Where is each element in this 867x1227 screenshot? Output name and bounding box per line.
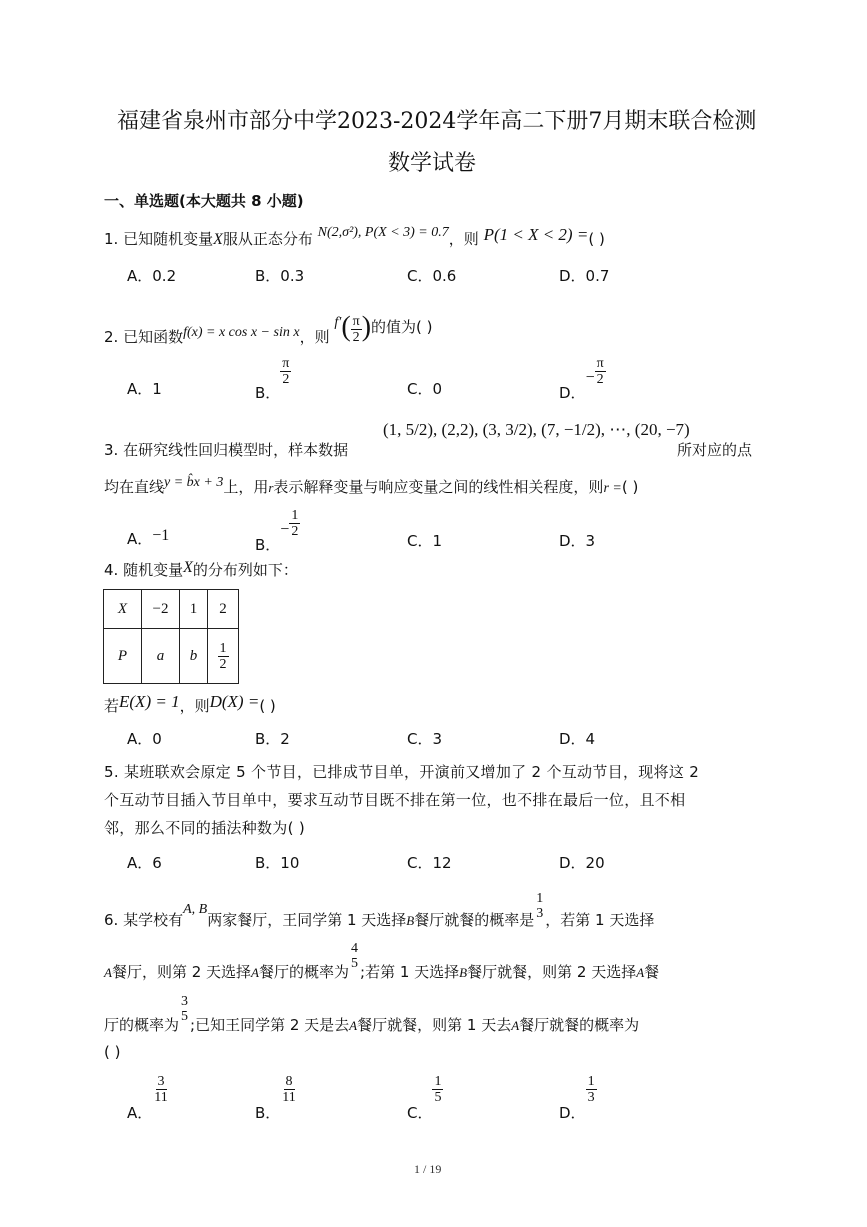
q6-option-b-frac: $\frac{8}{11}$ (282, 1074, 296, 1105)
q1-mid2: ，则 (448, 230, 479, 248)
q6-line3: 厅的概率为 3 5 ;已知王同学第 2 天是去A餐厅就餐，则第 1 天去A餐厅就餐的概率为 (104, 994, 640, 1034)
q4-var: X (183, 559, 193, 576)
page-title-line2: 数学试卷 (388, 151, 477, 176)
q6-option-d-frac: $\frac{1}{3}$ (587, 1074, 595, 1105)
q2-option-c: C．0 (407, 380, 443, 398)
section-heading: 一、单选题(本大题共 8 小题) (104, 192, 304, 210)
q6-frac-4-5: 4 5 (351, 941, 359, 971)
page-number: 1 / 19 (414, 1162, 442, 1176)
q4-paren: ( ) (259, 697, 276, 715)
q1-math2: P(1 < X < 2) = (483, 225, 589, 244)
q2-option-d-frac: $\frac{\pi}{2}$ (596, 356, 604, 387)
q2-option-d: D．− $\frac{\pi}{2}$ (559, 356, 604, 402)
table-cell: 1 (180, 590, 208, 629)
q1-option-b: B．0.3 (255, 267, 305, 285)
q4-tail: 的分布列如下： (192, 561, 298, 579)
q6-line2: A餐厅，则第 2 天选择A餐厅的概率为 4 5 ;若第 1 天选择B餐厅就餐，则第 2 天选择A餐 (104, 941, 660, 981)
q4-cond-math1: E(X) = 1 (119, 692, 180, 711)
q1-math1: N(2,σ²), P(X < 3) = 0.7 (317, 225, 449, 240)
question-2 (104, 312, 433, 352)
q3-option-b-frac: $\frac{1}{2}$ (291, 508, 299, 539)
q3-option-c: C．1 (407, 532, 443, 550)
q2-option-b: B． $\frac{\pi}{2}$ (255, 356, 290, 402)
q2-option-a: A．1 (127, 380, 162, 398)
q2-prefix: 2. 已知函数 (104, 328, 184, 346)
q6-frac-3-5: 3 5 (181, 994, 189, 1024)
q6-option-a: A． $\frac{3}{11}$ (127, 1074, 168, 1122)
q5-option-c: C．12 (407, 854, 452, 872)
table-cell: a (142, 629, 180, 684)
q1-var: X (213, 231, 223, 248)
table-cell: 2 (208, 590, 239, 629)
q4-cond-math2: D(X) = (209, 692, 260, 711)
q3-paren: ( ) (621, 478, 639, 496)
q6-option-d: D． $\frac{1}{3}$ (559, 1074, 595, 1122)
q4-cond-a: 若 (104, 697, 120, 715)
q3-option-d: D．3 (559, 532, 596, 550)
q6-option-b: B． $\frac{8}{11}$ (255, 1074, 296, 1122)
q3-r-eq: r = (603, 481, 622, 496)
question-1 (104, 225, 605, 251)
q4-option-a: A．0 (127, 730, 162, 748)
q1-option-a: A．0.2 (127, 267, 177, 285)
question-4 (104, 560, 298, 581)
q3-tail: 所对应的点 (677, 441, 753, 459)
q3-r: r (268, 480, 274, 495)
q4-option-c: C．3 (407, 730, 443, 748)
table-frac: $\frac{1}{2}$ (219, 640, 227, 672)
q6-line4: ( ) (104, 1043, 121, 1061)
table-cell: P (104, 629, 142, 684)
q4-option-d: D．4 (559, 730, 596, 748)
q1-prefix: 1. 已知随机变量 (104, 230, 214, 248)
table-row (104, 590, 239, 629)
table-cell: −2 (142, 590, 180, 629)
table-cell: X (104, 590, 142, 629)
q2-tail: 的值为( ) (371, 318, 433, 336)
q4-cond-b: ，则 (179, 697, 210, 715)
q5-option-b: B．10 (255, 854, 300, 872)
q3-line2-c: 表示解释变量与响应变量之间的线性相关程度，则 (273, 478, 604, 496)
q5-line3: 邻，那么不同的插法种数为( ) (104, 819, 305, 837)
q3-option-a: A．−1 (127, 527, 170, 548)
q1-option-d: D．0.7 (559, 267, 610, 285)
table-row (104, 629, 239, 684)
q6-option-a-frac: $\frac{3}{11}$ (154, 1074, 168, 1105)
page-title-line1: 福建省泉州市部分中学2023-2024学年高二下册7月期末联合检测 (117, 109, 757, 134)
q6-line1: 6. 某学校有A, B两家餐厅，王同学第 1 天选择B餐厅就餐的概率是 1 3 ，若第 1 天选择 (104, 891, 655, 929)
q5-line1: 5. 某班联欢会原定 5 个节目，已排成节目单，开演前又增加了 2 个互动节目，现将这 2 (104, 763, 700, 781)
table-cell (208, 629, 239, 684)
q2-paren-open: ( (341, 311, 351, 343)
q1-option-c: C．0.6 (407, 267, 457, 285)
table-cell: b (180, 629, 208, 684)
q6-option-c-frac: $\frac{1}{5}$ (434, 1074, 442, 1105)
q6-option-c: C． $\frac{1}{5}$ (407, 1074, 442, 1122)
q4-prefix: 4. 随机变量 (104, 561, 184, 579)
q3-line2-a: 均在直线 (104, 478, 165, 496)
q3-line2 (104, 477, 638, 499)
q3-line-eq: y = b̂x + 3 (164, 475, 224, 490)
q3-option-b: B．− $\frac{1}{2}$ (255, 508, 299, 554)
q2-pi-over-2: $\frac{\pi}{2}$ (352, 314, 360, 345)
q1-mid: 服从正态分布 (222, 230, 313, 248)
q6-frac-1-3: 1 3 (536, 891, 544, 921)
q3-line2-b: 上，用 (223, 478, 269, 496)
q2-math1: f(x) = x cos x − sin x (183, 325, 300, 340)
q3-data-points: (1, 5/2), (2,2), (3, 3/2), (7, −1/2), ⋯, (20, −7) (383, 420, 690, 439)
q2-option-b-frac: $\frac{\pi}{2}$ (282, 356, 290, 387)
q4-option-b: B．2 (255, 730, 290, 748)
q3-prefix: 3. 在研究线性回归模型时，样本数据 (104, 441, 349, 459)
q5-option-a: A．6 (127, 854, 162, 872)
q4-condition (104, 692, 276, 715)
q5-option-d: D．20 (559, 854, 605, 872)
q1-tail: ( ) (588, 230, 605, 248)
q2-fprime: f′ (334, 315, 342, 330)
q2-paren-close: ) (361, 311, 372, 343)
q5-line2: 个互动节目插入节目单中，要求互动节目既不排在第一位，也不排在最后一位，且不相 (104, 791, 686, 809)
q2-mid: ，则 (299, 328, 330, 346)
distribution-table (103, 589, 239, 684)
